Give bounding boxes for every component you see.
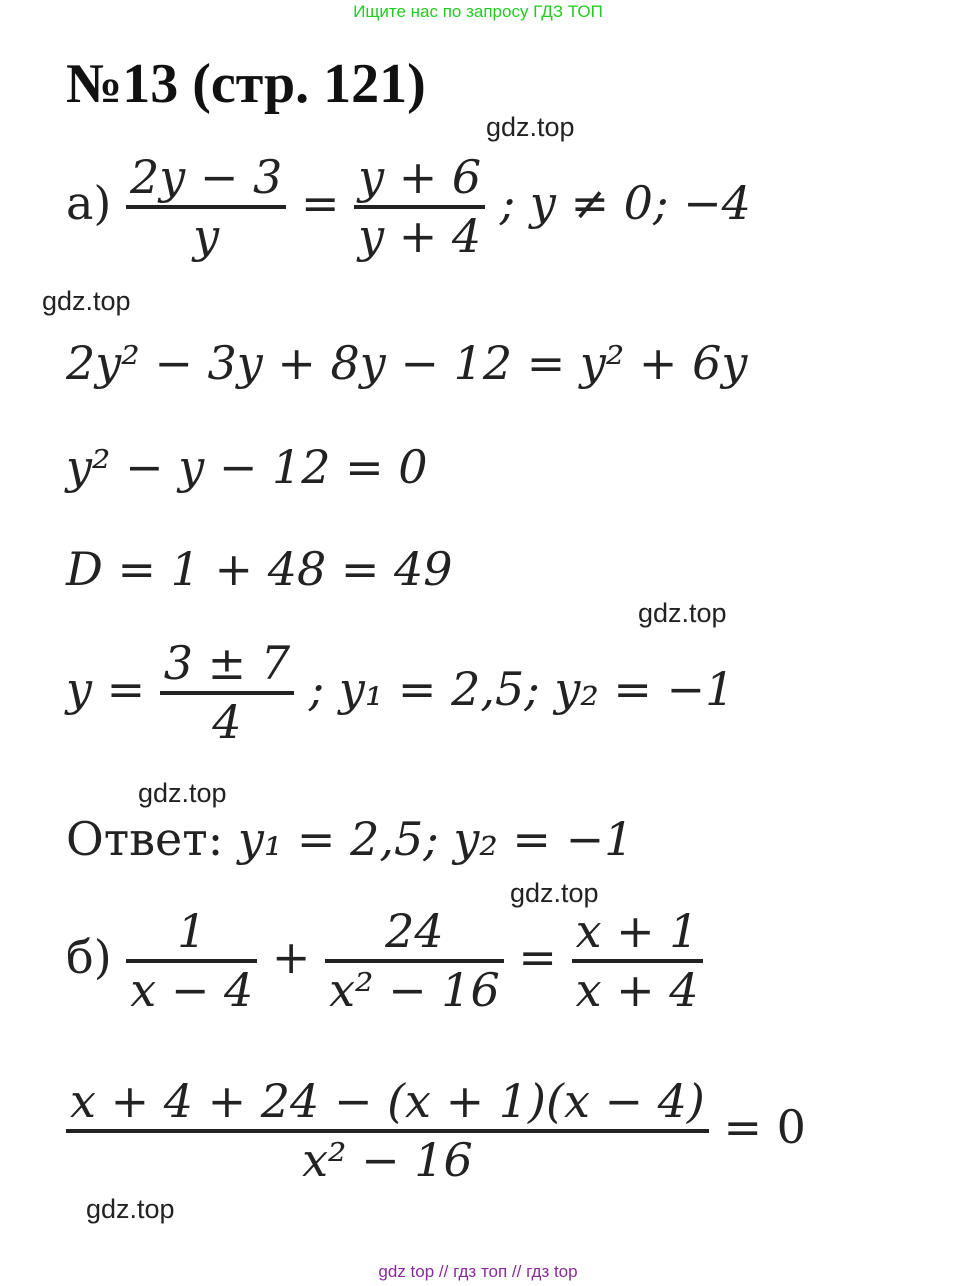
- fraction-a-rhs: [354, 150, 485, 264]
- fraction-denominator: x − 4: [126, 959, 257, 1018]
- discriminant-line: D = 1 + 48 = 49: [66, 542, 453, 596]
- watermark: gdz.top: [42, 286, 131, 316]
- watermark: gdz.top: [638, 598, 727, 628]
- equals-sign: =: [300, 176, 340, 231]
- equation-line: 2y² − 3y + 8y − 12 = y² + 6y: [66, 336, 748, 390]
- part-a-label: а): [66, 176, 112, 231]
- fraction-b-3: [572, 904, 703, 1018]
- page-title: №13 (стр. 121): [66, 53, 426, 115]
- answer-line: [66, 812, 633, 866]
- fraction-numerator: x + 4 + 24 − (x + 1)(x − 4): [70, 1074, 705, 1128]
- roots-line: [66, 636, 734, 750]
- roots-values: ; y₁ = 2,5; y₂ = −1: [308, 662, 735, 717]
- equation-line: y² − y − 12 = 0: [66, 440, 428, 494]
- fraction-denominator: 4: [160, 691, 294, 750]
- fraction-numerator: 1: [177, 904, 207, 958]
- equals-zero: = 0: [723, 1100, 806, 1155]
- plus-sign: +: [271, 930, 311, 985]
- answer-value: y₁ = 2,5; y₂ = −1: [237, 812, 634, 866]
- fraction-numerator: 24: [385, 904, 444, 958]
- equals-sign: =: [518, 930, 557, 985]
- fraction-numerator: x + 1: [575, 904, 699, 958]
- fraction-denominator: y + 4: [354, 205, 485, 264]
- fraction-a-lhs: [126, 150, 286, 264]
- fraction-denominator: x² − 16: [325, 959, 504, 1018]
- equation-a-given: [66, 150, 751, 264]
- fraction-numerator: y + 6: [358, 150, 482, 204]
- fraction-b-1: [126, 904, 257, 1018]
- watermark: gdz.top: [510, 878, 599, 908]
- roots-lhs: y =: [66, 662, 146, 717]
- fraction-b-2: [325, 904, 504, 1018]
- fraction-b-combined: [66, 1074, 709, 1188]
- fraction-denominator: x² − 16: [66, 1129, 709, 1188]
- watermark: gdz.top: [138, 778, 227, 808]
- fraction-roots: [160, 636, 294, 750]
- top-banner: Ищите нас по запросу ГДЗ ТОП: [353, 2, 603, 21]
- fraction-numerator: 2y − 3: [130, 150, 283, 204]
- equation-b-given: [66, 904, 703, 1018]
- watermark: gdz.top: [486, 112, 575, 142]
- part-b-label: б): [66, 930, 112, 985]
- fraction-numerator: 3 ± 7: [163, 636, 291, 690]
- fraction-denominator: y: [126, 205, 286, 264]
- fraction-denominator: x + 4: [572, 959, 703, 1018]
- equation-b-combined: [66, 1074, 806, 1188]
- answer-label: Ответ:: [66, 812, 224, 866]
- watermark: gdz.top: [86, 1194, 175, 1224]
- footer-watermark: gdz top // гдз топ // гдз top: [378, 1262, 578, 1281]
- domain-restriction: ; y ≠ 0; −4: [499, 176, 751, 231]
